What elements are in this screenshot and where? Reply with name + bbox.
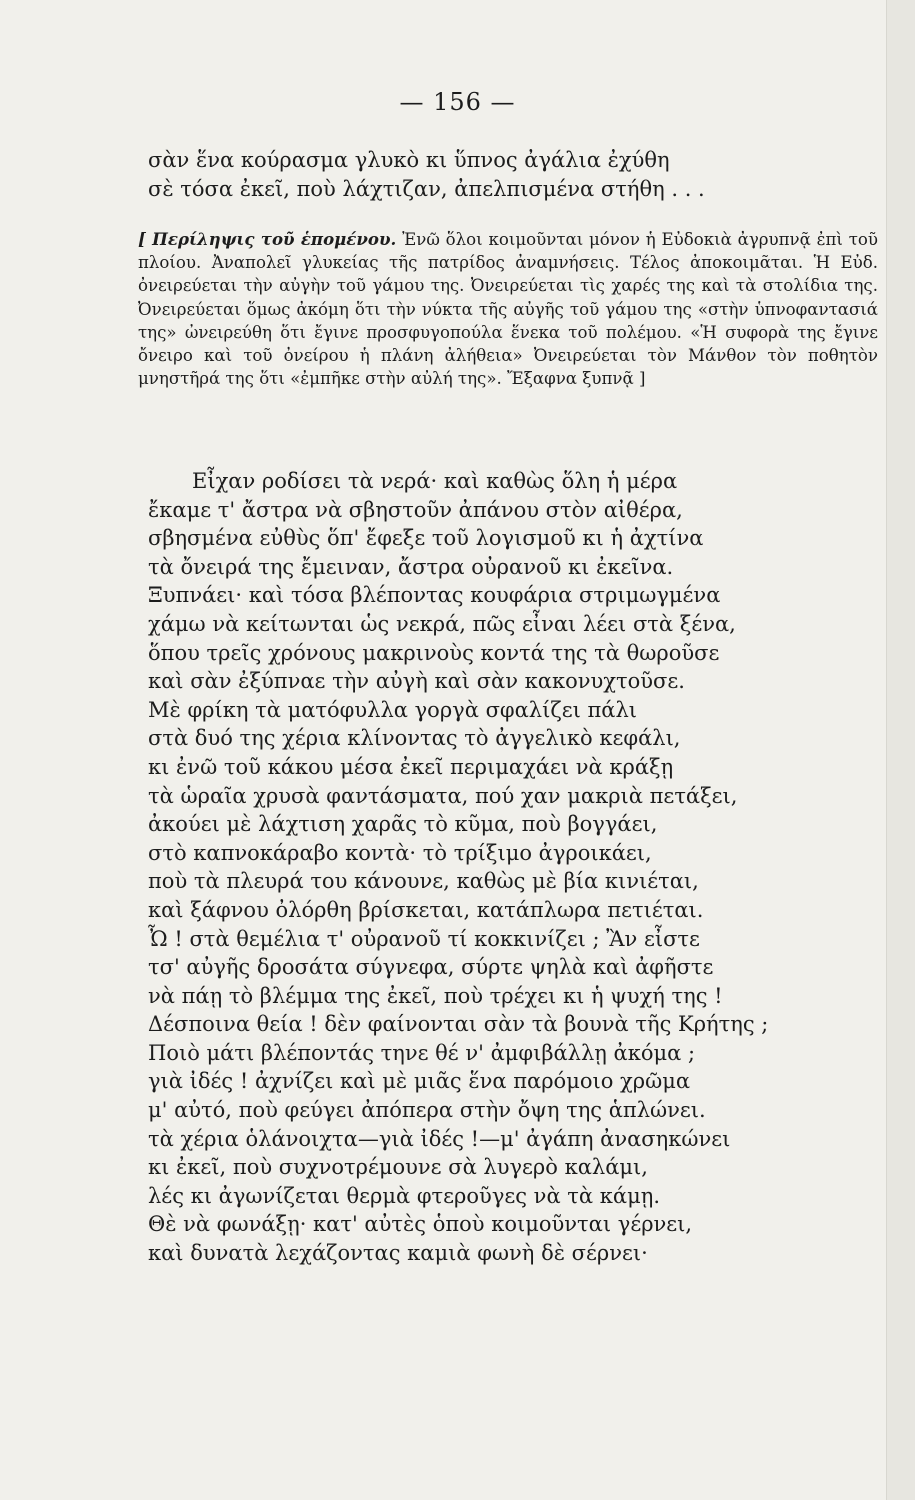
verse-line: Ποιὸ μάτι βλέποντάς τηνε θέ ν' ἀμφιβάλλῃ ἀκόμα ;	[148, 1040, 696, 1065]
verse-line: στὸ καπνοκάραβο κοντὰ· τὸ τρίξιμο ἀγροικάει,	[148, 840, 652, 865]
verse-line: τὰ ὄνειρά της ἔμειναν, ἄστρα οὐρανοῦ κι ἐκεῖνα.	[148, 554, 674, 579]
verse-line: Ὦ ! στὰ θεμέλια τ' οὐρανοῦ τί κοκκινίζει ; Ἂν εἶστε	[148, 926, 700, 951]
verse-line: Θὲ νὰ φωνάξῃ· κατ' αὐτὲς ὁποὺ κοιμοῦνται γέρνει,	[148, 1212, 693, 1237]
verse-line: τσ' αὐγῆς δροσάτα σύγνεφα, σύρτε ψηλὰ καὶ ἀφῆστε	[148, 955, 714, 980]
verse-line: μ' αὐτό, ποὺ φεύγει ἀπόπερα στὴν ὄψη της ἁπλώνει.	[148, 1098, 706, 1123]
verse-line: λές κι ἀγωνίζεται θερμὰ φτεροῦγες νὰ τὰ κάμῃ.	[148, 1183, 660, 1208]
verse-line: Ξυπνάει· καὶ τόσα βλέποντας κουφάρια στριμωγμένα	[148, 583, 721, 608]
summary-paragraph	[138, 228, 878, 390]
verse-line: τὰ χέρια ὁλάνοιχτα—γιὰ ἰδές !—μ' ἀγάπη ἀνασηκώνει	[148, 1126, 731, 1151]
main-verse	[148, 467, 768, 1268]
verse-line: νὰ πάῃ τὸ βλέμμα της ἐκεῖ, ποὺ τρέχει κι ἡ ψυχή της !	[148, 983, 723, 1008]
verse-line: κι ἐκεῖ, ποὺ συχνοτρέμουνε σὰ λυγερὸ καλάμι,	[148, 1155, 648, 1180]
verse-line: ποὺ τὰ πλευρά του κάνουνε, καθὼς μὲ βία κινιέται,	[148, 869, 699, 894]
verse-line: στὰ δυό της χέρια κλίνοντας τὸ ἀγγελικὸ κεφάλι,	[148, 726, 681, 751]
verse-line: Εἶχαν ροδίσει τὰ νερά· καὶ καθὼς ὅλη ἡ μέρα	[192, 469, 678, 493]
verse-line: γιὰ ἰδές ! ἀχνίζει καὶ μὲ μιᾶς ἕνα παρόμοιο χρῶμα	[148, 1069, 691, 1094]
summary-label: [ Περίληψις τοῦ ἑπομένου.	[138, 229, 397, 249]
verse-line: κι ἐνῶ τοῦ κάκου μέσα ἐκεῖ περιμαχάει νὰ κράξῃ	[148, 754, 674, 779]
verse-line: τὰ ὡραῖα χρυσὰ φαντάσματα, πού χαν μακριὰ πετάξει,	[148, 783, 738, 808]
verse-line: σβησμένα εὐθὺς ὅπ' ἔφεξε τοῦ λογισμοῦ κι ἡ ἀχτίνα	[148, 526, 704, 551]
verse-line: ἀκούει μὲ λάχτιση χαρᾶς τὸ κῦμα, ποὺ βογγάει,	[148, 812, 658, 837]
verse-line: καὶ ξάφνου ὀλόρθη βρίσκεται, κατάπλωρα πετιέται.	[148, 897, 704, 922]
facing-page-edge	[886, 0, 915, 1500]
verse-line: ὅπου τρεῖς χρόνους μακρινοὺς κοντά της τὰ θωροῦσε	[148, 640, 720, 665]
verse-line: Μὲ φρίκη τὰ ματόφυλλα γοργὰ σφαλίζει πάλι	[148, 697, 638, 722]
verse-line: χάμω νὰ κείτωνται ὡς νεκρά, πῶς εἶναι λέει στὰ ξένα,	[148, 611, 736, 636]
verse-line: Δέσποινα θεία ! δὲν φαίνονται σὰν τὰ βουνὰ τῆς Κρήτης ;	[148, 1012, 769, 1037]
top-verse	[148, 146, 705, 205]
verse-line: σὲ τόσα ἐκεῖ, ποὺ λάχτιζαν, ἀπελπισμένα στήθη . . .	[148, 177, 705, 202]
summary-text: Ἐνῶ ὅλοι κοιμοῦνται μόνον ἡ Εὐδοκιὰ ἀγρυπνᾷ ἐπὶ τοῦ πλοίου. Ἀναπολεῖ γλυκείας τῆς πατρίδος ἀναμνήσεις. Τέλος ἀποκοιμᾶται. Ἡ Εὐδ. ὀνειρεύεται τὴν αὐγὴν τοῦ γάμου της. Ὀνειρεύεται τὶς χαρές της καὶ τὰ στολίδια της. Ὀνειρεύεται ὅμως ἀκόμη ὅτι τὴν νύκτα τῆς αὐγῆς τοῦ γάμου της «στὴν ὑπνοφαντασιά της» ὠνειρεύθη ὅτι ἔγινε προσφυγοπούλα ἕνεκα τοῦ πολέμου. «Ἡ συφορὰ της ἔγινε ὄνειρο καὶ τοῦ ὀνείρου ἡ πλάνη ἀλήθεια» Ὀνειρεύεται τὸν Μάνθον τὸν ποθητὸν μνηστῆρά της ὅτι «ἐμπῆκε στὴν αὐλή της». Ἔξαφνα ξυπνᾷ ]	[138, 230, 879, 389]
verse-line: ἔκαμε τ' ἄστρα νὰ σβηστοῦν ἀπάνου στὸν αἰθέρα,	[148, 497, 683, 522]
verse-line: καὶ δυνατὰ λεχάζοντας καμιὰ φωνὴ δὲ σέρνει·	[148, 1241, 648, 1266]
verse-line: σὰν ἕνα κούρασμα γλυκὸ κι ὕπνος ἀγάλια ἐχύθη	[148, 148, 670, 172]
verse-line: καὶ σὰν ἐξύπναε τὴν αὐγὴ καὶ σὰν κακονυχτοῦσε.	[148, 669, 685, 694]
page-number: — 156 —	[399, 88, 516, 116]
